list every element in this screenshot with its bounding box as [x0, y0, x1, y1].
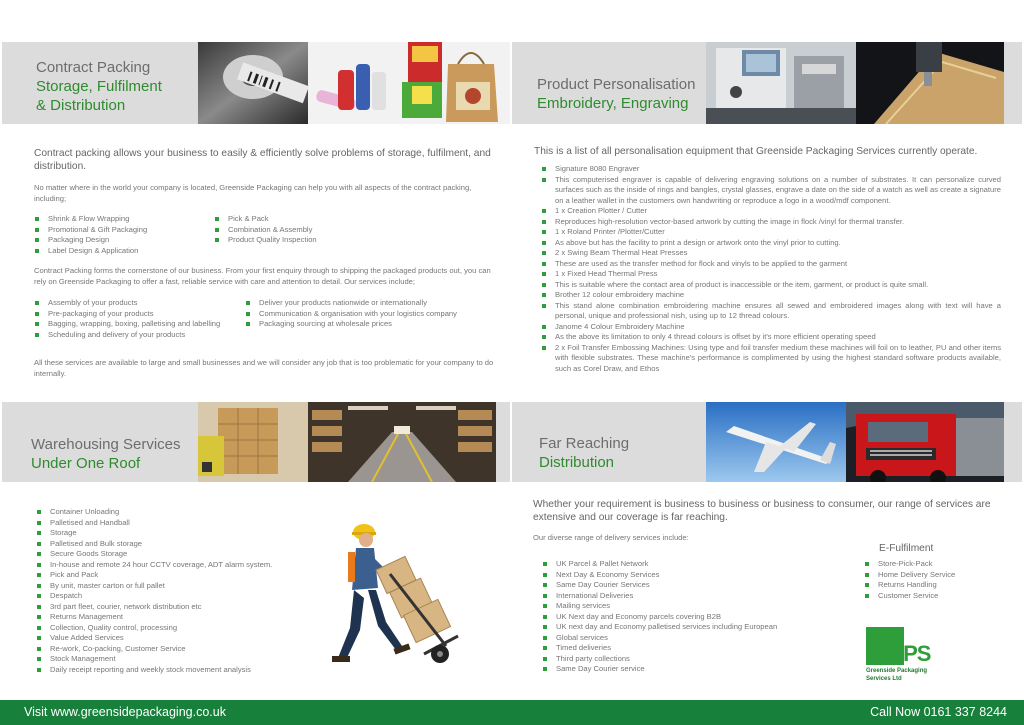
list-item: This stand alone combination embroidering machine ensures all sewed and embroidered images along with text will have a personal, unique and professional nish, using up to 12 thread colours.	[541, 301, 1001, 322]
personal-subtitle: Embroidery, Engraving	[537, 95, 689, 112]
list-item: Packaging Design	[34, 235, 214, 246]
list-item: Janome 4 Colour Embroidery Machine	[541, 322, 1001, 333]
plane-and-truck-photo	[706, 402, 1004, 482]
list-item: Same Day Courier Services	[542, 580, 852, 591]
list-item: Reproduces high-resolution vector-based artwork by cutting the image in flock /vinyl for thermal transfer.	[541, 217, 1001, 228]
list-item: 2 x Foil Transfer Embossing Machines: Using type and foil transfer medium these machines will foil on to leather, PU and other items with flexible substrates. These machine's performance is complimented by using the highest standard software products available, such as Corel Draw, and Ethos	[541, 343, 1001, 375]
list-item: Communication & organisation with your logistics company	[245, 309, 510, 320]
gps-logo	[866, 627, 938, 683]
list-item: Despatch	[36, 591, 336, 602]
contract-list-d	[245, 298, 510, 330]
list-item: Palletised and Handball	[36, 518, 336, 529]
list-item: 3rd part fleet, courier, network distribution etc	[36, 602, 336, 613]
list-item: Value Added Services	[36, 633, 336, 644]
list-item: Home Delivery Service	[864, 570, 1014, 581]
list-item: Shrink & Flow Wrapping	[34, 214, 214, 225]
list-item: Packaging sourcing at wholesale prices	[245, 319, 510, 330]
list-item: Storage	[36, 528, 336, 539]
distribution-intro: Our diverse range of delivery services include:	[533, 533, 689, 542]
list-item: In-house and remote 24 hour CCTV coverage, ADT alarm system.	[36, 560, 336, 571]
list-item: Global services	[542, 633, 852, 644]
list-item: As the above its limitation to only 4 thread colours is offset by it's more efficient operating speed	[541, 332, 1001, 343]
list-item: Next Day & Economy Services	[542, 570, 852, 581]
list-item: Palletised and Bulk storage	[36, 539, 336, 550]
list-item: Re-work, Co-packing, Customer Service	[36, 644, 336, 655]
list-item: As above but has the facility to print a design or artwork onto the vinyl prior to cutting.	[541, 238, 1001, 249]
gps-logo-text: GPS	[887, 641, 931, 666]
contract-list-a	[34, 214, 214, 256]
worker-with-hand-truck-illustration	[328, 518, 488, 668]
personal-equipment-list	[541, 164, 1001, 374]
warehouse-services-list	[36, 507, 336, 675]
footer-bar	[0, 700, 1024, 725]
contract-lead: Contract packing allows your business to easily & efficiently solve problems of storage, fulfilment, and distribution.	[34, 148, 491, 172]
warehouse-title: Warehousing Services	[31, 436, 181, 453]
contract-para-2: Contract Packing forms the cornerstone of our business. From your first enquiry through to shipping the packaged products out, you can rely on Greenside Packaging to offer a fast, reliable service with care and attention to detail. Our services include;	[34, 266, 491, 286]
list-item: Customer Service	[864, 591, 1014, 602]
list-item: 1 x Roland Printer /Plotter/Cutter	[541, 227, 1001, 238]
list-item: Signature 8080 Engraver	[541, 164, 1001, 175]
footer-website-link[interactable]: Visit www.greensidepackaging.co.uk	[24, 705, 226, 719]
list-item: UK Next day and Economy parcels covering B2B	[542, 612, 852, 623]
efulfilment-title: E-Fulfilment	[879, 543, 934, 554]
engraving-machine-photo	[706, 42, 1004, 124]
list-item: Pre-packaging of your products	[34, 309, 250, 320]
contract-title: Contract Packing	[36, 59, 151, 76]
contract-list-c	[34, 298, 250, 340]
list-item: Third party collections	[542, 654, 852, 665]
list-item: Collection, Quality control, processing	[36, 623, 336, 634]
list-item: 1 x Creation Plotter / Cutter	[541, 206, 1001, 217]
distribution-lead: Whether your requirement is business to business or business to consumer, our range of services are extensive and our coverage is far reaching.	[533, 499, 991, 523]
list-item: UK next day and Economy palletised services including European	[542, 622, 852, 633]
list-item: Stock Management	[36, 654, 336, 665]
packaging-products-photo	[198, 42, 510, 124]
list-item: This computerised engraver is capable of delivering engraving solutions on a number of substrates. It can personalize curved surfaces such as the inside of rings and bangles, crystal glasses, engrave a date on the side of a watch as well as create a signature on a leather wallet in the customers own handwriting or reproduce a logo in a wood/mdf component.	[541, 175, 1001, 207]
contract-para-3: All these services are available to large and small businesses and we will consider any job that is too problematic for your company to do internally.	[34, 358, 494, 378]
list-item: Store-Pick-Pack	[864, 559, 1014, 570]
list-item: Container Unloading	[36, 507, 336, 518]
list-item: Pick & Pack	[214, 214, 394, 225]
personal-lead: This is a list of all personalisation equipment that Greenside Packaging Services currently operate.	[534, 146, 978, 157]
list-item: Secure Goods Storage	[36, 549, 336, 560]
list-item: UK Parcel & Pallet Network	[542, 559, 852, 570]
list-item: Promotional & Gift Packaging	[34, 225, 214, 236]
list-item: By unit, master carton or full pallet	[36, 581, 336, 592]
personal-title: Product Personalisation	[537, 76, 696, 93]
list-item: Mailing services	[542, 601, 852, 612]
list-item: Assembly of your products	[34, 298, 250, 309]
list-item: Returns Management	[36, 612, 336, 623]
list-item: Pick and Pack	[36, 570, 336, 581]
list-item: 1 x Fixed Head Thermal Press	[541, 269, 1001, 280]
list-item: 2 x Swing Beam Thermal Heat Presses	[541, 248, 1001, 259]
distribution-subtitle: Distribution	[539, 454, 615, 471]
footer-phone: Call Now 0161 337 8244	[870, 705, 1007, 719]
list-item: Daily receipt reporting and weekly stock movement analysis	[36, 665, 336, 676]
contract-subtitle-line-1: Storage, Fulfilment	[36, 78, 162, 95]
list-item: Timed deliveries	[542, 643, 852, 654]
delivery-services-list	[542, 559, 852, 675]
list-item: International Deliveries	[542, 591, 852, 602]
list-item: Label Design & Application	[34, 246, 214, 257]
list-item: Returns Handling	[864, 580, 1014, 591]
contract-intro: No matter where in the world your company is located, Greenside Packaging can help you with all aspects of the contract packing, including;	[34, 183, 472, 203]
list-item: These are used as the transfer method for flock and vinyls to be applied to the garment	[541, 259, 1001, 270]
contract-list-b	[214, 214, 394, 246]
gps-logo-caption-2: Services Ltd	[866, 676, 902, 682]
list-item: Product Quality Inspection	[214, 235, 394, 246]
warehouse-subtitle: Under One Roof	[31, 455, 141, 472]
list-item: This is suitable where the contact area of product is inaccessible or the item, garment, or product is quite small.	[541, 280, 1001, 291]
distribution-title: Far Reaching	[539, 435, 630, 452]
list-item: Scheduling and delivery of your products	[34, 330, 250, 341]
list-item: Combination & Assembly	[214, 225, 394, 236]
contract-subtitle-line-2: & Distribution	[36, 97, 126, 114]
list-item: Deliver your products nationwide or internationally	[245, 298, 510, 309]
list-item: Same Day Courier service	[542, 664, 852, 675]
list-item: Brother 12 colour embroidery machine	[541, 290, 1001, 301]
list-item: Bagging, wrapping, boxing, palletising and labelling	[34, 319, 250, 330]
efulfilment-list	[864, 559, 1014, 601]
gps-logo-caption-1: Greenside Packaging	[866, 668, 928, 674]
warehouse-photo	[198, 402, 496, 482]
